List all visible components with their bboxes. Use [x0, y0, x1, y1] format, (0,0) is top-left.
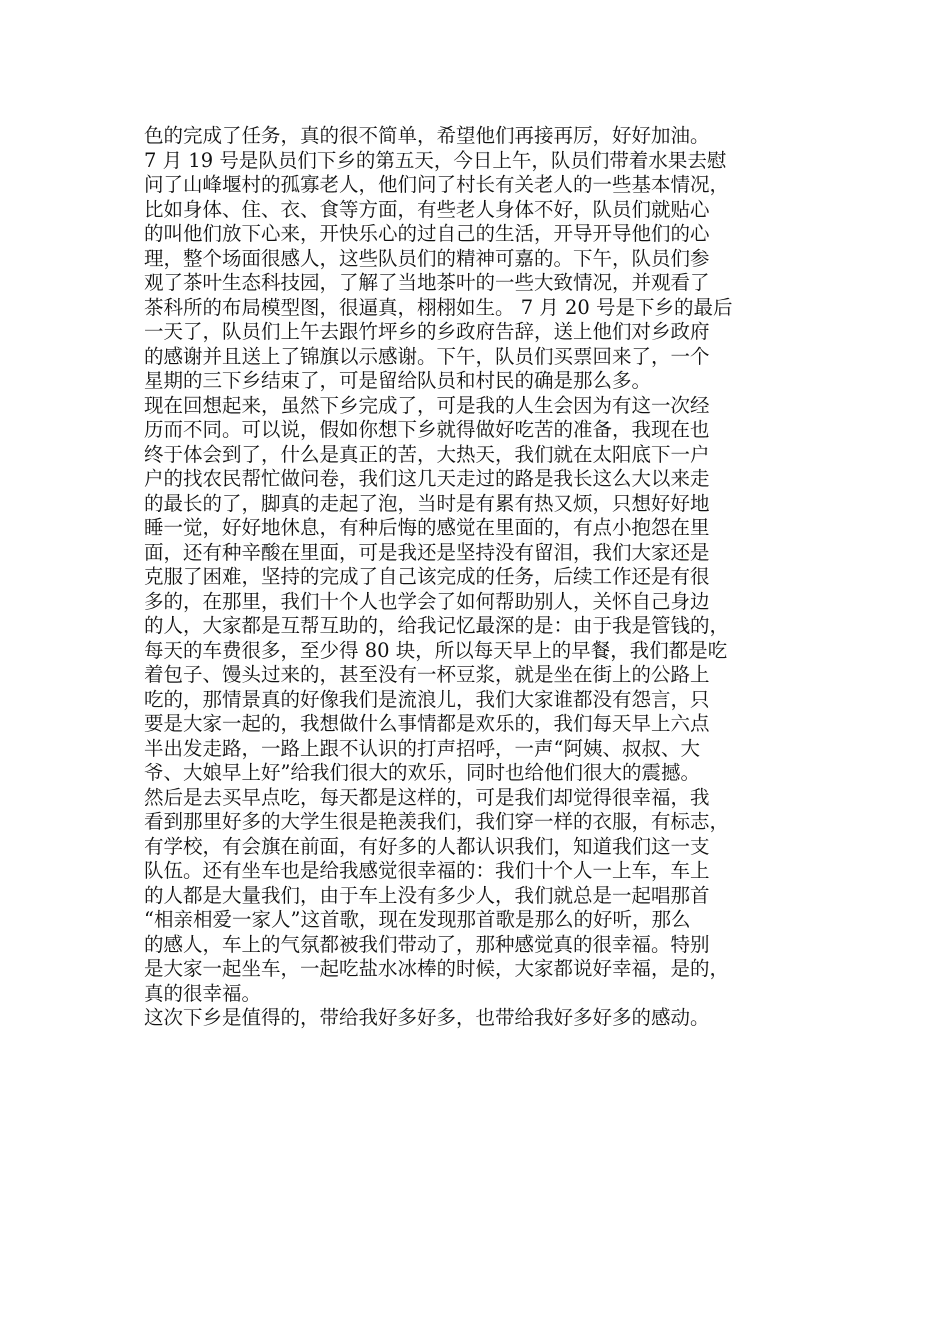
text-line: 吃的，那情景真的好像我们是流浪儿，我们大家谁都没有怨言，只: [144, 687, 710, 711]
text-line: 比如身体、住、衣、食等方面，有些老人身体不好，队员们就贴心: [144, 197, 710, 221]
text-line: 观了茶叶生态科技园，了解了当地茶叶的一些大致情况，并观看了: [144, 271, 710, 294]
text-line: 然后是去买早点吃，每天都是这样的，可是我们却觉得很幸福，我: [144, 785, 710, 809]
text-line: 的叫他们放下心来，开快乐心的过自己的生活，开导开导他们的心: [144, 222, 710, 245]
text-line: 看到那里好多的大学生很是艳羡我们，我们穿一样的衣服，有标志，: [144, 810, 730, 833]
text-line: 的人，大家都是互帮互助的，给我记忆最深的是：由于我是管钱的，: [144, 614, 730, 637]
text-line: 一天了，队员们上午去跟竹坪乡的乡政府告辞，送上他们对乡政府: [144, 320, 710, 343]
text-line: 问了山峰堰村的孤寡老人，他们问了村长有关老人的一些基本情况，: [144, 173, 730, 196]
text-line: 历而不同。可以说，假如你想下乡就得做好吃苦的准备，我现在也: [144, 418, 710, 441]
text-line: 真的很幸福。: [144, 981, 262, 1005]
text-line: 着包子、馒头过来的，甚至没有一杯豆浆，就是坐在街上的公路上: [144, 663, 710, 686]
text-line: 克服了困难，坚持的完成了自己该完成的任务，后续工作还是有很: [144, 565, 710, 588]
text-line: 星期的三下乡结束了，可是留给队员和村民的确是那么多。: [144, 369, 652, 392]
text-line: “相亲相爱一家人”这首歌，现在发现那首歌是那么的好听，那么: [144, 908, 691, 931]
text-line: 多的，在那里，我们十个人也学会了如何帮助别人，关怀自己身边: [144, 589, 710, 613]
text-line: 的最长的了，脚真的走起了泡，当时是有累有热又烦，只想好好地: [144, 491, 710, 515]
text-line: 队伍。还有坐车也是给我感觉很幸福的：我们十个人一上车，车上: [144, 859, 710, 882]
document-body: [144, 124, 814, 1031]
text-line: 要是大家一起的，我想做什么事情都是欢乐的，我们每天早上六点: [144, 712, 710, 735]
text-line: 的感谢并且送上了锦旗以示感谢。下午，队员们买票回来了，一个: [144, 344, 710, 368]
text-line: 色的完成了任务，真的很不简单，希望他们再接再厉，好好加油。: [144, 124, 710, 147]
text-line: 终于体会到了，什么是真正的苦，大热天，我们就在太阳底下一户: [144, 442, 710, 466]
text-line: 爷、大娘早上好”给我们很大的欢乐，同时也给他们很大的震撼。: [144, 761, 700, 784]
text-line: 是大家一起坐车，一起吃盐水冰棒的时候，大家都说好幸福，是的，: [144, 957, 730, 980]
text-line: 理，整个场面很感人，这些队员们的精神可嘉的。下午，队员们参: [144, 246, 710, 270]
text-line: 这次下乡是值得的，带给我好多好多，也带给我好多好多的感动。: [144, 1006, 710, 1029]
text-line: 7 月 19 号是队员们下乡的第五天，今日上午，队员们带着水果去慰: [144, 148, 727, 172]
text-line: 户的找农民帮忙做问卷，我们这几天走过的路是我长这么大以来走: [144, 467, 710, 490]
text-line: 的人都是大量我们，由于车上没有多少人，我们就总是一起唱那首: [144, 883, 710, 907]
text-line: 面，还有种辛酸在里面，可是我还是坚持没有留泪，我们大家还是: [144, 540, 710, 564]
text-line: 现在回想起来，虽然下乡完成了，可是我的人生会因为有这一次经: [144, 393, 710, 417]
text-line: 茶科所的布局模型图，很逼真，栩栩如生。 7 月 20 号是下乡的最后: [144, 295, 733, 319]
text-line: 有学校，有会旗在前面，有好多的人都认识我们，知道我们这一支: [144, 834, 710, 858]
text-line: 睡一觉，好好地休息，有种后悔的感觉在里面的，有点小抱怨在里: [144, 516, 710, 539]
text-line: 的感人，车上的气氛都被我们带动了，那种感觉真的很幸福。特别: [144, 932, 710, 956]
text-line: 半出发走路，一路上跟不认识的打声招呼，一声“阿姨、叔叔、大: [144, 736, 700, 760]
text-line: 每天的车费很多，至少得 80 块，所以每天早上的早餐，我们都是吃: [144, 638, 728, 662]
